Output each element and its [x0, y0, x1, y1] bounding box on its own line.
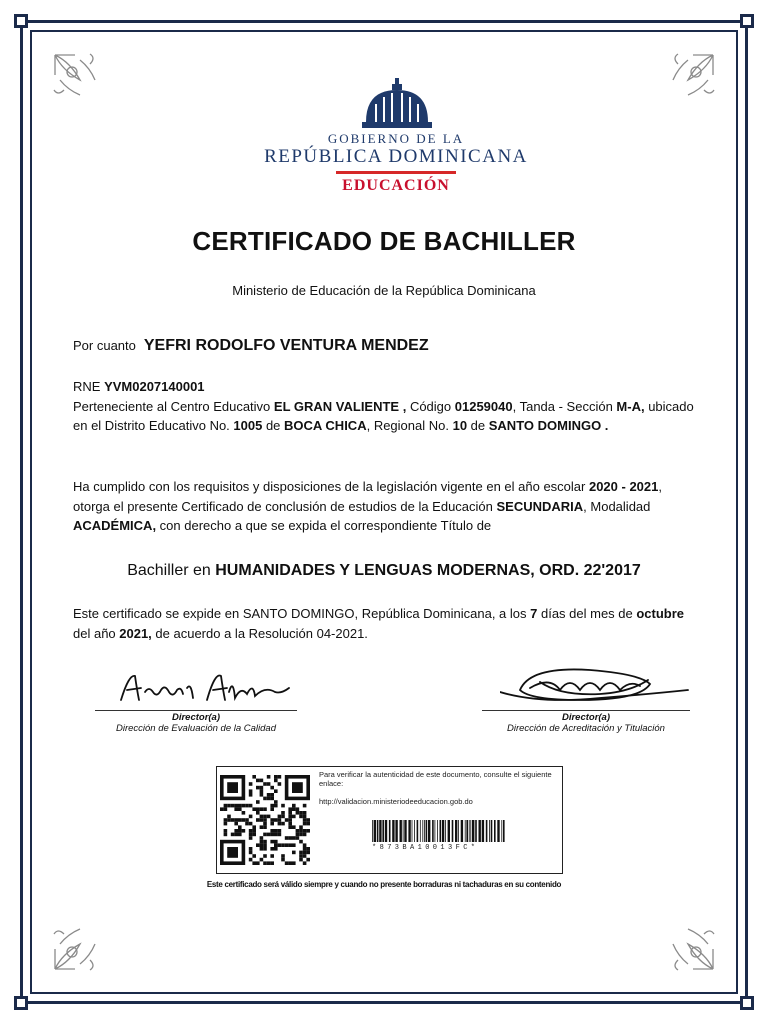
- issue-year: 2021,: [119, 625, 152, 641]
- signature-line-right: [482, 710, 690, 711]
- logo-gobierno-text: GOBIERNO DE LA: [327, 131, 465, 146]
- section: M-A,: [616, 398, 645, 414]
- corner-square-top-left: [14, 14, 28, 28]
- regional-number: 10: [452, 418, 468, 434]
- corner-ornament-bottom-left: [50, 914, 110, 974]
- education-level: SECUNDARIA: [496, 498, 584, 514]
- p3-text-2: días del mes de: [537, 606, 637, 621]
- district-number: 1005: [233, 418, 263, 434]
- por-cuanto-line: [73, 337, 429, 355]
- p3-text-3: del año: [73, 625, 120, 641]
- issue-paragraph: [73, 604, 698, 643]
- p2-text-4: con derecho a que se expida el correspondiente Título de: [156, 518, 492, 534]
- issue-month: octubre: [636, 606, 685, 621]
- government-logo: [250, 78, 542, 198]
- por-cuanto-label: Por cuanto: [73, 338, 136, 353]
- p3-text-1: Este certificado se expide en SANTO DOMINGO, República Dominicana, a los: [73, 606, 531, 621]
- p1-text-7: de: [467, 418, 489, 434]
- certificate-title: CERTIFICADO DE BACHILLER: [192, 226, 576, 256]
- signature-right: [500, 660, 690, 710]
- logo-republica-text: REPÚBLICA DOMINICANA: [264, 146, 528, 167]
- school-code: 01259040: [454, 398, 513, 414]
- validity-footnote: Este certificado será válido siempre y cuando no presente borraduras ni tachaduras en su contenido: [206, 880, 562, 889]
- corner-square-bottom-right: [740, 996, 754, 1010]
- barcode-text: *873BA10013FC*: [372, 844, 479, 852]
- rne-value: YVM0207140001: [104, 379, 205, 394]
- signature-right-role: Director(a): [561, 712, 611, 723]
- signature-left-dept: Dirección de Evaluación de la Calidad: [115, 723, 276, 734]
- p1-text-4: ubicado en el Distrito Educativo No.: [73, 398, 694, 434]
- bachiller-prefix: Bachiller en: [127, 562, 216, 579]
- ministry-subtitle: Ministerio de Educación de la República Dominicana: [232, 283, 536, 298]
- signature-line-left: [95, 710, 297, 711]
- signature-left-role: Director(a): [171, 712, 221, 723]
- verification-link[interactable]: http://validacion.ministeriodeeducacion.gob.do: [319, 797, 473, 806]
- school-year: 2020 - 2021: [588, 479, 659, 494]
- issue-day: 7: [530, 606, 538, 621]
- corner-ornament-top-right: [658, 50, 718, 110]
- logo-educacion-text: EDUCACIÓN: [342, 177, 450, 194]
- signature-left: [115, 668, 295, 708]
- regional-name: SANTO DOMINGO .: [488, 418, 609, 434]
- p2-text-2: , otorga el presente Certificado de conclusión de estudios de la Educación: [73, 479, 662, 514]
- rne-label: RNE: [73, 379, 105, 394]
- bachiller-mencion: HUMANIDADES Y LENGUAS MODERNAS, ORD. 22'2017: [215, 562, 641, 579]
- p1-text-3: , Tanda - Sección: [512, 398, 617, 414]
- capitol-dome-icon: [362, 78, 432, 130]
- p1-text-1: Perteneciente al Centro Educativo: [73, 398, 274, 414]
- verification-text: Para verificar la autenticidad de este documento, consulte el siguiente enlace:: [319, 770, 552, 788]
- corner-ornament-bottom-right: [658, 914, 718, 974]
- student-name: YEFRI RODOLFO VENTURA MENDEZ: [143, 337, 429, 354]
- barcode-icon: [370, 820, 505, 846]
- district-name: BOCA CHICA: [284, 418, 367, 434]
- student-details-paragraph: [73, 377, 698, 436]
- p2-text-1: Ha cumplido con los requisitos y disposiciones de la legislación vigente en el año escolar: [73, 479, 589, 494]
- qr-code-icon: [217, 767, 313, 873]
- p1-text-2: Código: [406, 398, 455, 414]
- modality: ACADÉMICA,: [73, 518, 157, 534]
- signature-right-dept: Dirección de Acreditación y Titulación: [507, 723, 665, 734]
- corner-square-top-right: [740, 14, 754, 28]
- school-name: EL GRAN VALIENTE ,: [273, 398, 407, 414]
- corner-square-bottom-left: [14, 996, 28, 1010]
- p2-text-3: , Modalidad: [583, 498, 651, 514]
- logo-red-bar: [336, 171, 456, 174]
- p1-text-5: de: [262, 418, 285, 434]
- requirements-paragraph: [73, 477, 698, 536]
- p3-text-4: de acuerdo a la Resolución 04-2021.: [151, 625, 368, 641]
- bachiller-line: [0, 562, 768, 580]
- p1-text-6: , Regional No.: [366, 418, 453, 434]
- corner-ornament-top-left: [50, 50, 110, 110]
